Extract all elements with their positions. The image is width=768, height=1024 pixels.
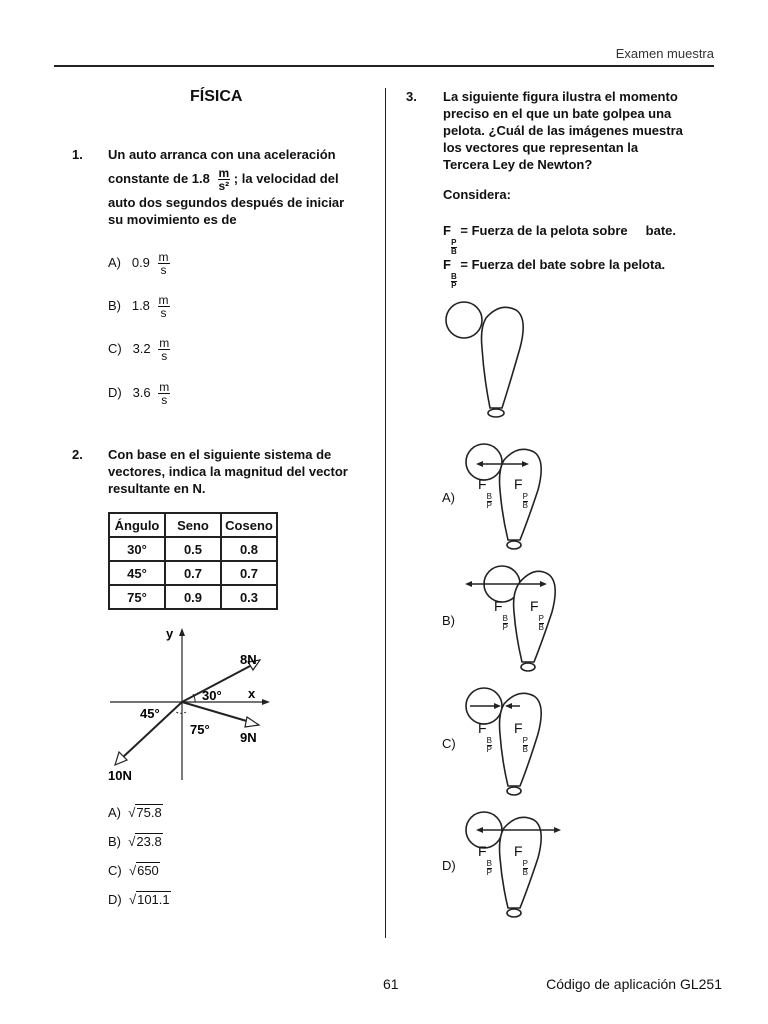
frac-num: m	[159, 336, 170, 350]
label-8n: 8N	[240, 652, 257, 667]
sub-num: P	[451, 238, 457, 247]
column-divider	[385, 88, 386, 938]
definition-fbp	[443, 256, 665, 290]
section-title: FÍSICA	[190, 88, 243, 105]
q3-line4: los vectores que representan la	[443, 140, 639, 155]
q2-line3: resultante en N.	[108, 481, 206, 496]
x-axis-arrowhead	[262, 699, 270, 705]
radicand: 101.1	[137, 892, 170, 907]
sub-num: P	[522, 492, 528, 501]
table-cell: 75°	[109, 585, 165, 609]
q3-option-d-f1	[478, 843, 492, 877]
bat	[482, 307, 524, 408]
radicand: 75.8	[136, 805, 162, 820]
q3-option-b-label[interactable]: B)	[442, 613, 455, 628]
option-letter: B)	[108, 834, 121, 849]
sub-num: P	[538, 614, 544, 623]
sub-den: B	[522, 501, 528, 510]
force-symbol: F	[478, 476, 487, 492]
table-header: Coseno	[221, 513, 277, 537]
table-row	[109, 561, 277, 585]
arrowhead	[465, 581, 472, 587]
force-subscript	[487, 493, 492, 510]
bat-ball-illustration	[440, 298, 540, 423]
force-subscript	[503, 615, 508, 632]
vector-9n	[182, 702, 250, 722]
table-cell: 0.3	[221, 585, 277, 609]
force-symbol: F	[530, 598, 539, 614]
label-10n: 10N	[108, 768, 132, 783]
option-letter: C)	[108, 340, 122, 356]
table-row	[109, 537, 277, 561]
force-subscript	[523, 493, 528, 510]
option-letter: A)	[108, 805, 121, 820]
sub-den: P	[451, 281, 457, 290]
table-header: Ángulo	[109, 513, 165, 537]
force-symbol: F	[478, 720, 487, 736]
ball	[466, 444, 502, 480]
q3-option-c-f1	[478, 720, 492, 754]
q2-line1: Con base en el siguiente sistema de	[108, 447, 332, 462]
radicand: 23.8	[136, 834, 162, 849]
table-cell: 0.8	[221, 537, 277, 561]
label-9n: 9N	[240, 730, 257, 745]
sub-den: B	[522, 745, 528, 754]
vector-9n-arrowhead	[245, 717, 259, 727]
force-subscript	[487, 860, 492, 877]
unit-fraction	[158, 381, 170, 406]
q2-option-c[interactable]	[108, 863, 160, 878]
option-letter: B)	[108, 297, 121, 313]
table-header: Seno	[165, 513, 221, 537]
frac-den: s	[161, 393, 168, 407]
table-cell: 30°	[109, 537, 165, 561]
q3-option-c-label[interactable]: C)	[442, 736, 456, 751]
q3-option-a-f1	[478, 476, 492, 510]
q1-line1: Un auto arranca con una aceleración	[108, 147, 336, 162]
frac-den: s²	[218, 179, 230, 193]
label-30deg: 30°	[202, 688, 222, 703]
q3-option-c-figure[interactable]	[462, 686, 562, 801]
sub-den: B	[450, 247, 457, 256]
q3-option-d-f2	[514, 843, 528, 877]
table-header-row	[109, 513, 277, 537]
q2-line2: vectores, indica la magnitud del vector	[108, 464, 348, 479]
bat-handle-end	[507, 787, 521, 795]
option-letter: D)	[108, 892, 122, 907]
frac-num: m	[158, 293, 169, 307]
sub-num: B	[486, 859, 492, 868]
bat-handle-end	[521, 663, 535, 671]
considera-label: Considera:	[443, 187, 511, 202]
sub-den: B	[538, 623, 544, 632]
sub-num: P	[522, 736, 528, 745]
q3-option-b-f1	[494, 598, 508, 632]
q1-option-c[interactable]	[108, 337, 170, 362]
q1-option-a[interactable]	[108, 251, 170, 276]
sub-den: P	[502, 623, 508, 632]
option-letter: C)	[108, 863, 122, 878]
table-cell: 0.9	[165, 585, 221, 609]
q2-option-d[interactable]	[108, 892, 171, 907]
unit-fraction	[158, 294, 170, 319]
frac-den: s	[160, 263, 167, 277]
table-cell: 0.7	[221, 561, 277, 585]
q1-text-post: ; la velocidad del	[233, 170, 339, 186]
q1-number: 1.	[72, 147, 83, 162]
sqrt-expression: √101.1	[128, 892, 170, 907]
q2-text	[108, 446, 378, 497]
q3-option-b-figure[interactable]	[462, 562, 562, 677]
label-y: y	[166, 626, 174, 641]
force-subscript	[487, 737, 492, 754]
force-symbol: F	[514, 843, 523, 859]
sub-num: B	[450, 272, 457, 281]
q2-option-a[interactable]	[108, 805, 163, 820]
trig-table	[108, 512, 278, 610]
table-cell: 45°	[109, 561, 165, 585]
q3-line2: preciso en el que un bate golpea una	[443, 106, 672, 121]
sqrt-expression: √650	[128, 863, 159, 878]
vector-diagram	[100, 620, 280, 790]
q1-text-pre: constante de 1.8	[108, 170, 210, 186]
arrowhead	[554, 827, 561, 833]
force-subscript	[523, 737, 528, 754]
unit-fraction	[158, 337, 170, 362]
option-value: 1.8	[131, 297, 150, 313]
q3-option-a-label[interactable]: A)	[442, 490, 455, 505]
bat-handle-end	[507, 909, 521, 917]
label-45deg: 45°	[140, 706, 160, 721]
q3-option-a-figure[interactable]	[462, 440, 562, 555]
application-code: Código de aplicación GL251	[546, 976, 722, 992]
q1-option-b[interactable]	[108, 294, 170, 319]
definition-fpb	[443, 222, 676, 256]
frac-num: m	[159, 380, 170, 394]
sqrt-expression: √75.8	[128, 805, 162, 820]
option-letter: A)	[108, 254, 121, 270]
sub-den: P	[486, 868, 492, 877]
q3-line5: Tercera Ley de Newton?	[443, 157, 593, 172]
header-rule	[54, 65, 714, 67]
force-subscript	[539, 615, 544, 632]
sub-num: P	[522, 859, 528, 868]
sub-num: B	[486, 492, 492, 501]
label-x: x	[248, 686, 256, 701]
frac-den: s	[160, 306, 167, 320]
table-row	[109, 585, 277, 609]
definition-text: = Fuerza del bate sobre la pelota.	[460, 257, 666, 272]
bat-handle-end	[507, 541, 521, 549]
q3-number: 3.	[406, 89, 417, 104]
radicand: 650	[137, 863, 159, 878]
sqrt-expression: √23.8	[128, 834, 162, 849]
sub-den: B	[522, 868, 528, 877]
option-letter: D)	[108, 384, 122, 400]
force-subscript	[451, 239, 457, 256]
q3-line3: pelota. ¿Cuál de las imágenes muestra	[443, 123, 683, 138]
option-value: 3.2	[132, 340, 151, 356]
sub-num: B	[486, 736, 492, 745]
force-symbol: F	[494, 598, 503, 614]
angle-arc-75	[176, 712, 186, 713]
q1-option-d[interactable]	[108, 381, 170, 406]
unit-fraction	[158, 251, 170, 276]
force-symbol: F	[443, 257, 451, 272]
sub-den: P	[486, 501, 492, 510]
y-axis-arrowhead	[179, 628, 185, 636]
q3-line1: La siguiente figura ilustra el momento	[443, 89, 678, 104]
frac-den: s	[161, 349, 168, 363]
q2-option-b[interactable]	[108, 834, 163, 849]
q1-text	[108, 146, 378, 228]
table-cell: 0.5	[165, 537, 221, 561]
page-number: 61	[383, 976, 399, 992]
frac-num: m	[218, 166, 230, 180]
option-value: 0.9	[131, 254, 150, 270]
force-symbol: F	[478, 843, 487, 859]
bat-handle-end	[488, 409, 504, 417]
q2-number: 2.	[72, 447, 83, 462]
force-subscript	[451, 273, 457, 290]
frac-num: m	[158, 250, 169, 264]
q3-option-d-label[interactable]: D)	[442, 858, 456, 873]
force-subscript	[523, 860, 528, 877]
q1-line2	[108, 167, 378, 192]
force-symbol: F	[443, 223, 451, 238]
page-header: Examen muestra	[615, 46, 714, 61]
q1-line3: auto dos segundos después de iniciar	[108, 195, 345, 210]
ball	[446, 302, 482, 338]
q3-text	[443, 88, 733, 173]
definition-text: = Fuerza de la pelota sobre bate.	[460, 223, 677, 238]
option-value: 3.6	[132, 384, 151, 400]
label-75deg: 75°	[190, 722, 210, 737]
sub-num: B	[502, 614, 508, 623]
force-symbol: F	[514, 720, 523, 736]
q3-option-b-f2	[530, 598, 544, 632]
q3-option-a-f2	[514, 476, 528, 510]
sub-den: P	[486, 745, 492, 754]
q3-option-c-f2	[514, 720, 528, 754]
table-cell: 0.7	[165, 561, 221, 585]
q1-acceleration-fraction	[218, 167, 231, 192]
force-symbol: F	[514, 476, 523, 492]
q1-line4: su movimiento es de	[108, 212, 237, 227]
